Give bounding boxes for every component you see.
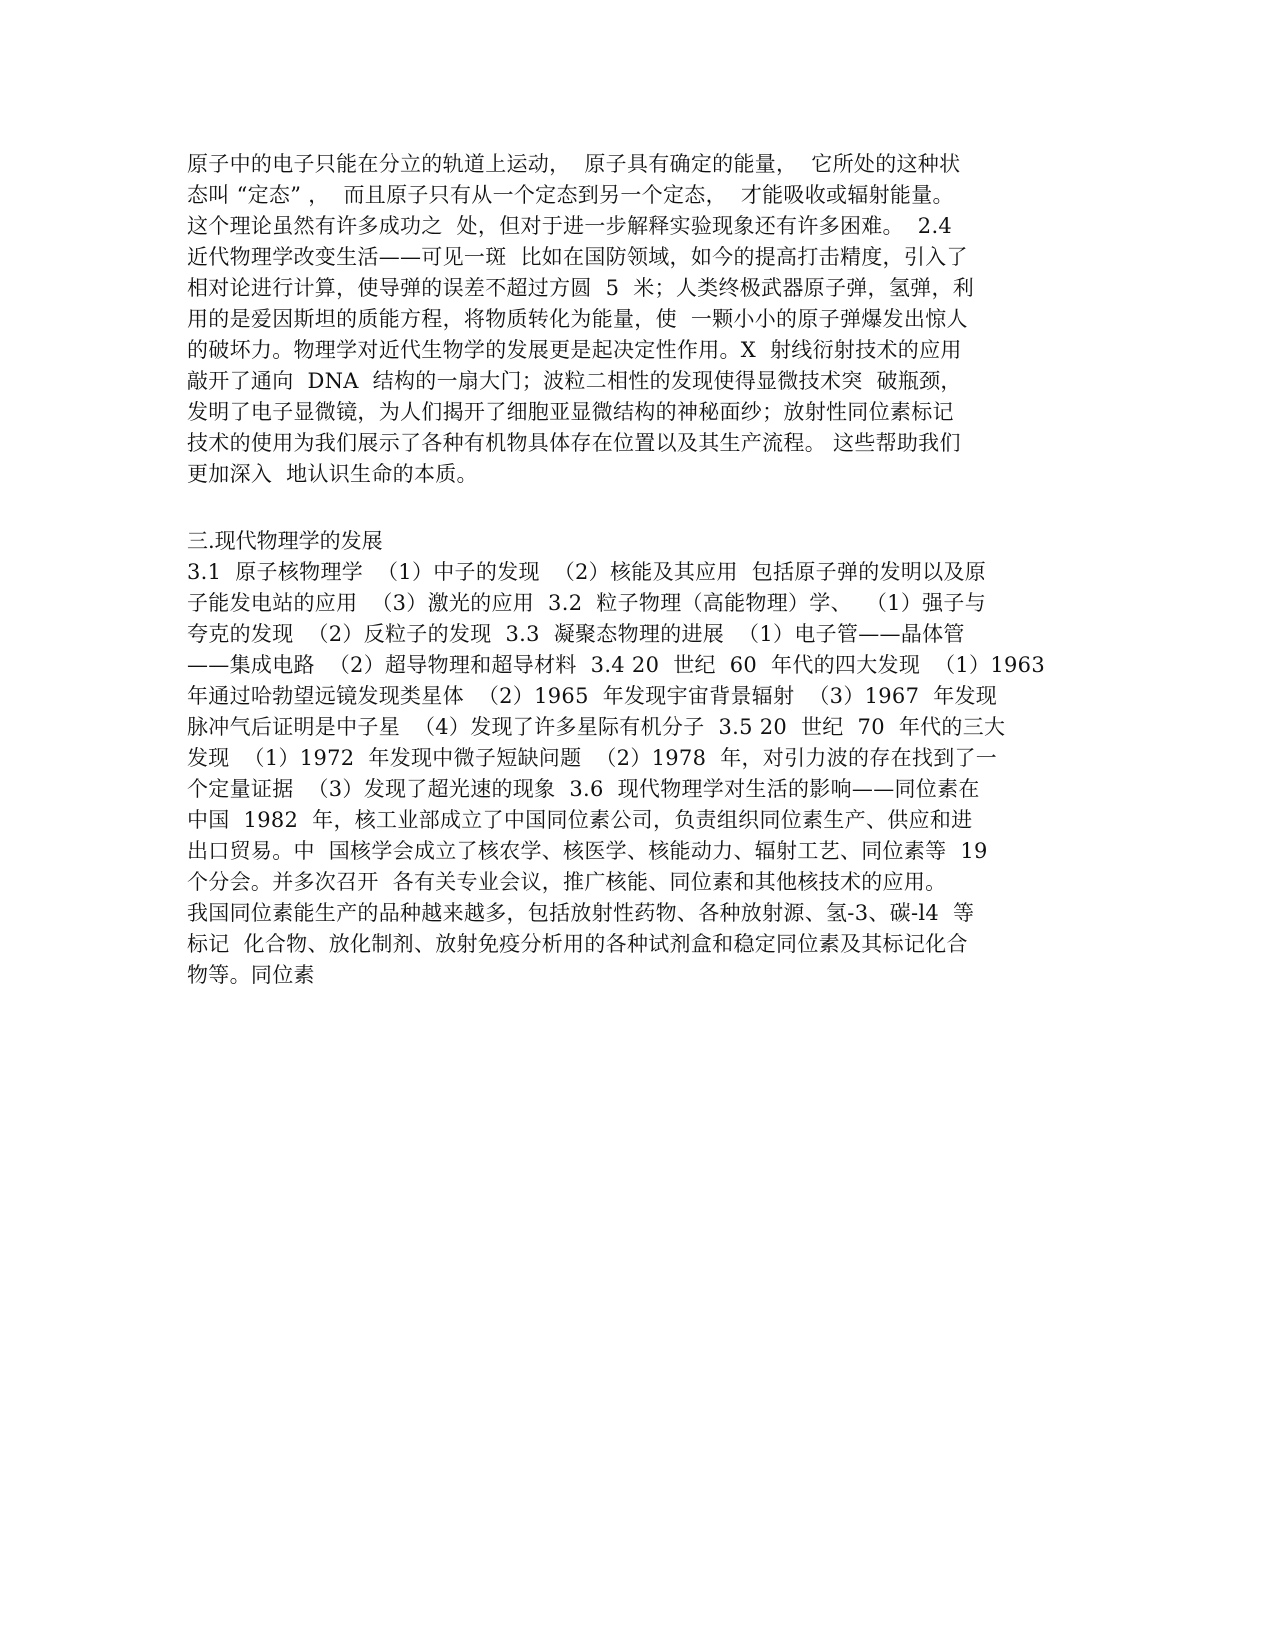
text-line: 3.1 原子核物理学 （1）中子的发现 （2）核能及其应用 包括原子弹的发明以及原	[187, 560, 987, 584]
text-line: 更加深入 地认识生命的本质。	[187, 462, 478, 486]
text-line: 子能发电站的应用 （3）激光的应用 3.2 粒子物理（高能物理）学、 （1）强子与	[187, 591, 987, 615]
text-line: 个分会。并多次召开 各有关专业会议，推广核能、同位素和其他核技术的应用。	[187, 870, 947, 894]
text-line: 我国同位素能生产的品种越来越多，包括放射性药物、各种放射源、氢-3、碳-l4 等	[187, 901, 975, 925]
text-line: ——集成电路 （2）超导物理和超导材料 3.4 20 世纪 60 年代的四大发现 （1）1963	[187, 653, 1045, 677]
text-line: 原子中的电子只能在分立的轨道上运动， 原子具有确定的能量， 它所处的这种状	[187, 152, 961, 176]
text-line: 夸克的发现 （2）反粒子的发现 3.3 凝聚态物理的进展 （1）电子管——晶体管	[187, 622, 965, 646]
text-line: 中国 1982 年，核工业部成立了中国同位素公司，负责组织同位素生产、供应和进	[187, 808, 973, 832]
text-line: 这个理论虽然有许多成功之 处，但对于进一步解释实验现象还有许多困难。 2.4	[187, 214, 953, 238]
text-line: 态叫 “定态” ， 而且原子只有从一个定态到另一个定态， 才能吸收或辐射能量。	[187, 183, 954, 207]
text-line: 的破坏力。物理学对近代生物学的发展更是起决定性作用。X 射线衍射技术的应用	[187, 338, 962, 362]
section-heading: 三.现代物理学的发展	[187, 529, 383, 553]
text-line: 技术的使用为我们展示了各种有机物具体存在位置以及其生产流程。 这些帮助我们	[187, 431, 961, 455]
text-line: 相对论进行计算，使导弹的误差不超过方圆 5 米；人类终极武器原子弹，氢弹，利	[187, 276, 975, 300]
section-modern-physics	[187, 526, 1107, 991]
text-line: 发现 （1）1972 年发现中微子短缺问题 （2）1978 年，对引力波的存在找到了一	[187, 746, 998, 770]
text-line: 发明了电子显微镜，为人们揭开了细胞亚显微结构的神秘面纱；放射性同位素标记	[187, 400, 954, 424]
text-line: 标记 化合物、放化制剂、放射免疫分析用的各种试剂盒和稳定同位素及其标记化合	[187, 932, 968, 956]
text-line: 年通过哈勃望远镜发现类星体 （2）1965 年发现宇宙背景辐射 （3）1967 年发现	[187, 684, 998, 708]
text-line: 出口贸易。中 国核学会成立了核农学、核医学、核能动力、辐射工艺、同位素等 19	[187, 839, 988, 863]
text-line: 近代物理学改变生活——可见一斑 比如在国防领域，如今的提高打击精度，引入了	[187, 245, 968, 269]
text-line: 个定量证据 （3）发现了超光速的现象 3.6 现代物理学对生活的影响——同位素在	[187, 777, 980, 801]
text-line: 脉冲气后证明是中子星 （4）发现了许多星际有机分子 3.5 20 世纪 70 年代的三大	[187, 715, 1006, 739]
text-line: 物等。同位素	[187, 963, 315, 987]
text-line: 敲开了通向 DNA 结构的一扇大门；波粒二相性的发现使得显微技术突 破瓶颈，	[187, 369, 962, 393]
text-line: 用的是爱因斯坦的质能方程，将物质转化为能量，使 一颗小小的原子弹爆发出惊人	[187, 307, 968, 331]
paragraph-1	[187, 149, 1107, 490]
